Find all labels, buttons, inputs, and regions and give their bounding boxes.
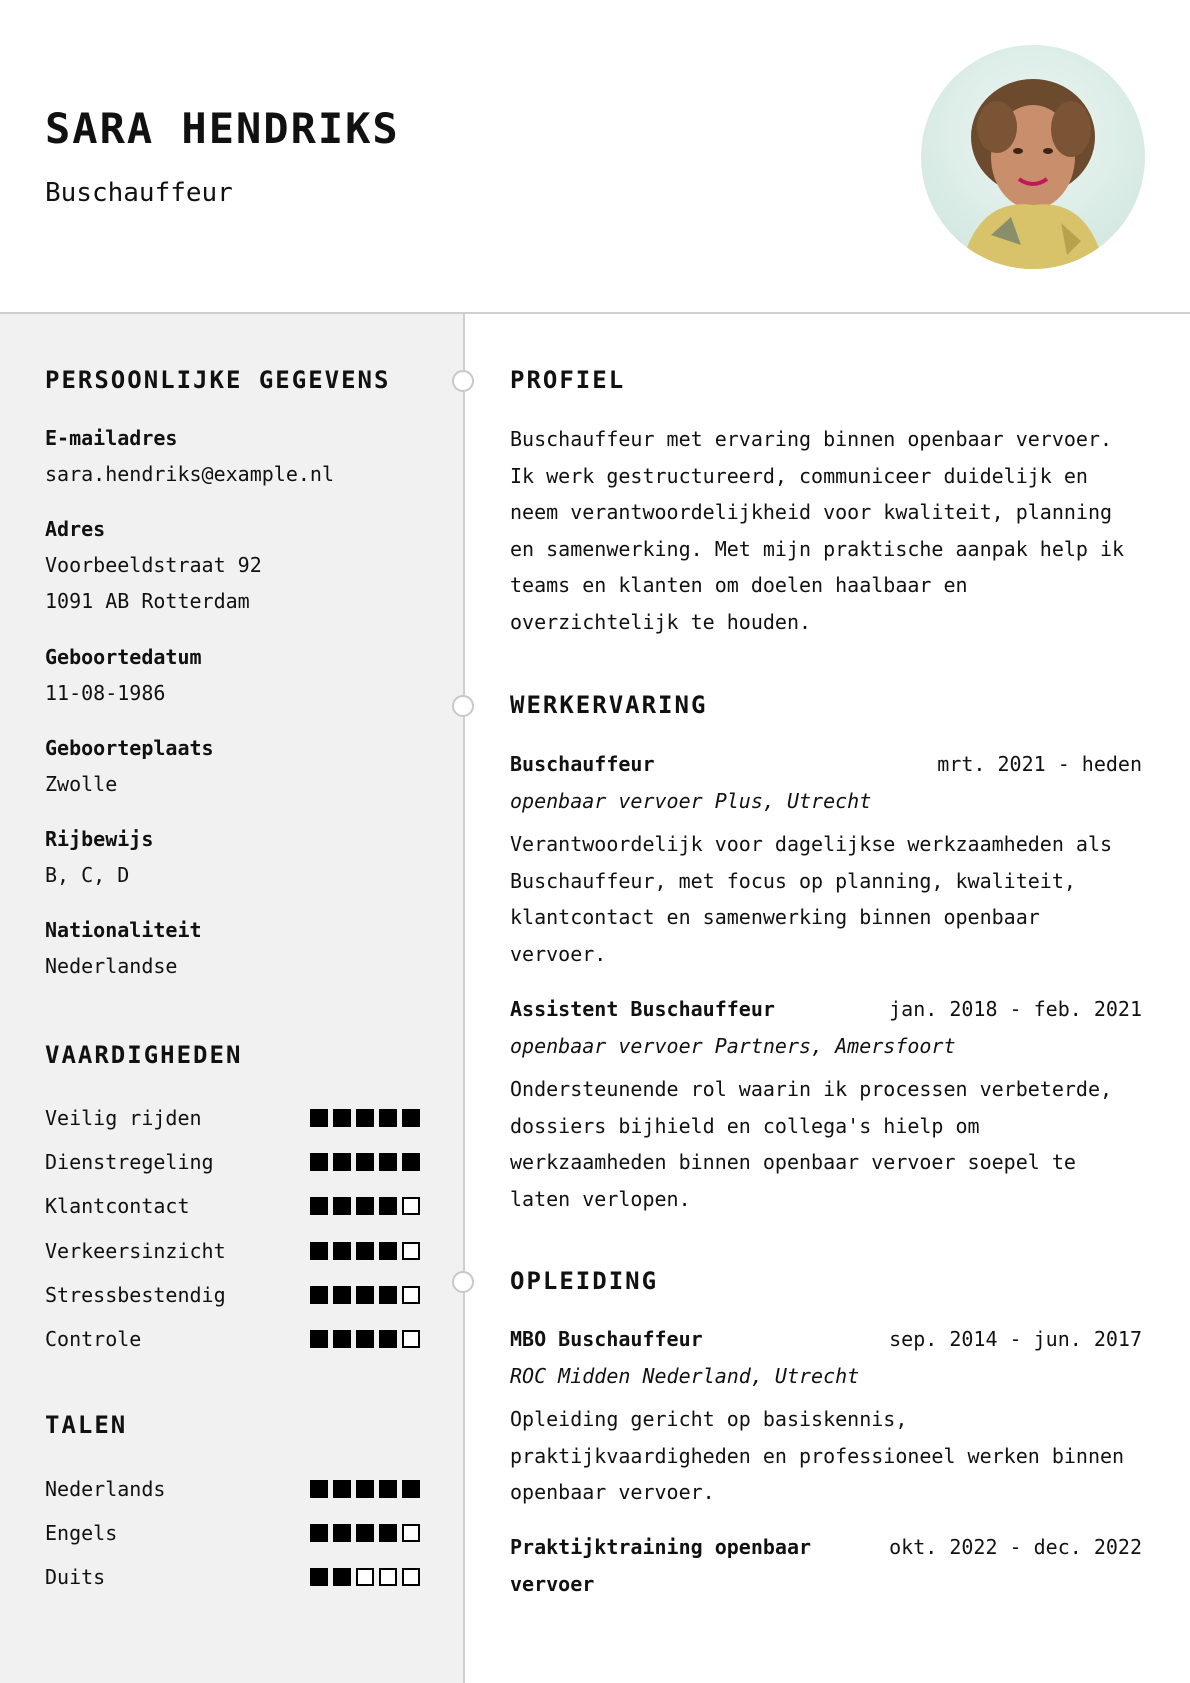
timeline-line: [463, 314, 465, 1683]
timeline-dot-education: [452, 1271, 474, 1293]
edu-1-desc: Opleiding gericht op basiskennis, praktijkvaardigheden en professioneel werken binnen openbaar vervoer.: [510, 1407, 1125, 1505]
level-square-filled: [310, 1524, 328, 1542]
language-level: [310, 1480, 420, 1498]
level-square-filled: [356, 1242, 374, 1260]
language-name: Nederlands: [45, 1477, 166, 1501]
level-square-filled: [379, 1524, 397, 1542]
job-2-dates: jan. 2018 - feb. 2021: [889, 997, 1142, 1021]
value-email: sara.hendriks@example.nl: [45, 462, 334, 486]
level-square-filled: [310, 1286, 328, 1304]
skill-name: Verkeersinzicht: [45, 1238, 226, 1263]
label-birthplace: Geboorteplaats: [45, 736, 214, 760]
level-square-filled: [356, 1153, 374, 1171]
level-square-filled: [333, 1109, 351, 1127]
level-square-filled: [333, 1480, 351, 1498]
job-1-desc: Verantwoordelijk voor dagelijkse werkzaamheden als Buschauffeur, met focus op planning, kwaliteit, klantcontact en samenwerking binnen openbaar vervoer.: [510, 832, 1113, 966]
skill-row: [45, 1324, 420, 1354]
edu-2-dates: okt. 2022 - dec. 2022: [889, 1535, 1142, 1559]
language-row: [45, 1474, 420, 1504]
language-name: Engels: [45, 1521, 118, 1546]
level-square-filled: [379, 1153, 397, 1171]
value-nationality: Nederlandse: [45, 954, 178, 978]
section-title-languages: TALEN: [45, 1411, 128, 1439]
edu-1-org: ROC Midden Nederland, Utrecht: [510, 1364, 860, 1388]
value-license: B, C, D: [45, 863, 130, 887]
timeline-dot-profile: [452, 370, 474, 392]
job-2-org: openbaar vervoer Partners, Amersfoort: [510, 1034, 956, 1058]
level-square-filled: [379, 1286, 397, 1304]
section-title-experience: WERKERVARING: [510, 691, 708, 719]
label-birthdate: Geboortedatum: [45, 645, 202, 669]
skill-name: Veilig rijden: [45, 1106, 202, 1130]
level-square-empty: [356, 1568, 374, 1586]
section-title-skills: VAARDIGHEDEN: [45, 1041, 243, 1069]
edu-2-title: Praktijktraining openbaar vervoer: [510, 1535, 812, 1596]
skill-row: [45, 1147, 420, 1177]
level-square-filled: [310, 1242, 328, 1260]
level-square-filled: [379, 1109, 397, 1127]
level-square-filled: [356, 1480, 374, 1498]
level-square-empty: [402, 1568, 420, 1586]
level-square-filled: [356, 1524, 374, 1542]
job-2-desc: Ondersteunende rol waarin ik processen verbeterde, dossiers bijhield en collega's hielp om werkzaamheden binnen openbaar vervoer soepel te laten verlopen.: [510, 1077, 1113, 1211]
skill-name: Klantcontact: [45, 1194, 190, 1219]
level-square-filled: [333, 1197, 351, 1215]
skill-row: [45, 1103, 420, 1133]
section-title-education: OPLEIDING: [510, 1267, 659, 1295]
language-level: [310, 1568, 420, 1586]
skill-level: [310, 1153, 420, 1171]
level-square-empty: [402, 1242, 420, 1260]
timeline-dot-experience: [452, 695, 474, 717]
job-1-title: Buschauffeur: [510, 752, 655, 776]
profile-text: Buschauffeur met ervaring binnen openbaar vervoer. Ik werk gestructureerd, communiceer duidelijk en neem verantwoordelijkheid voor kwaliteit, planning en samenwerking. Met mijn praktische aanpak help ik teams en klanten om doelen haalbaar en overzichtelijk te houden.: [510, 427, 1125, 634]
skill-name: Dienstregeling: [45, 1150, 214, 1175]
value-birthplace: Zwolle: [45, 772, 118, 796]
value-birthdate: 11-08-1986: [45, 681, 166, 705]
edu-1-dates: sep. 2014 - jun. 2017: [889, 1327, 1142, 1351]
level-square-filled: [310, 1330, 328, 1348]
job-1-org: openbaar vervoer Plus, Utrecht: [510, 789, 872, 813]
skill-row: [45, 1280, 420, 1310]
level-square-filled: [379, 1480, 397, 1498]
skill-row: [45, 1236, 420, 1266]
skill-level: [310, 1109, 420, 1127]
label-nationality: Nationaliteit: [45, 918, 202, 942]
level-square-filled: [310, 1153, 328, 1171]
level-square-filled: [402, 1109, 420, 1127]
level-square-filled: [310, 1568, 328, 1586]
section-title-personal: PERSOONLIJKE GEGEVENS: [45, 366, 391, 394]
level-square-filled: [356, 1330, 374, 1348]
level-square-filled: [333, 1568, 351, 1586]
level-square-filled: [310, 1109, 328, 1127]
skill-level: [310, 1242, 420, 1260]
level-square-filled: [356, 1197, 374, 1215]
skill-name: Stressbestendig: [45, 1282, 226, 1307]
language-name: Duits: [45, 1565, 106, 1590]
skill-level: [310, 1330, 420, 1348]
level-square-filled: [356, 1109, 374, 1127]
language-row: [45, 1562, 420, 1592]
level-square-filled: [379, 1197, 397, 1215]
level-square-filled: [379, 1330, 397, 1348]
label-email: E-mailadres: [45, 426, 178, 450]
value-address-line1: Voorbeeldstraat 92: [45, 553, 262, 577]
level-square-filled: [333, 1330, 351, 1348]
job-title: Buschauffeur: [45, 178, 233, 208]
skill-level: [310, 1286, 420, 1304]
level-square-filled: [310, 1197, 328, 1215]
level-square-filled: [333, 1153, 351, 1171]
job-1-dates: mrt. 2021 - heden: [937, 752, 1142, 776]
level-square-empty: [402, 1197, 420, 1215]
cv-header: [0, 0, 1190, 314]
skill-level: [310, 1197, 420, 1215]
level-square-empty: [402, 1330, 420, 1348]
sidebar: [0, 314, 464, 1683]
level-square-filled: [402, 1480, 420, 1498]
label-license: Rijbewijs: [45, 827, 154, 851]
level-square-filled: [356, 1286, 374, 1304]
level-square-filled: [333, 1286, 351, 1304]
level-square-filled: [333, 1242, 351, 1260]
job-2-title: Assistent Buschauffeur: [510, 997, 775, 1021]
level-square-empty: [379, 1568, 397, 1586]
profile-photo: [921, 45, 1145, 269]
skill-row: [45, 1191, 420, 1221]
skill-name: Controle: [45, 1327, 142, 1351]
level-square-empty: [402, 1286, 420, 1304]
level-square-filled: [310, 1480, 328, 1498]
level-square-filled: [379, 1242, 397, 1260]
language-row: [45, 1518, 420, 1548]
label-address: Adres: [45, 517, 106, 541]
person-name: SARA HENDRIKS: [45, 104, 400, 153]
section-title-profile: PROFIEL: [510, 366, 626, 394]
edu-1-title: MBO Buschauffeur: [510, 1327, 703, 1351]
level-square-empty: [402, 1524, 420, 1542]
language-level: [310, 1524, 420, 1542]
value-address-line2: 1091 AB Rotterdam: [45, 589, 250, 613]
level-square-filled: [402, 1153, 420, 1171]
level-square-filled: [333, 1524, 351, 1542]
